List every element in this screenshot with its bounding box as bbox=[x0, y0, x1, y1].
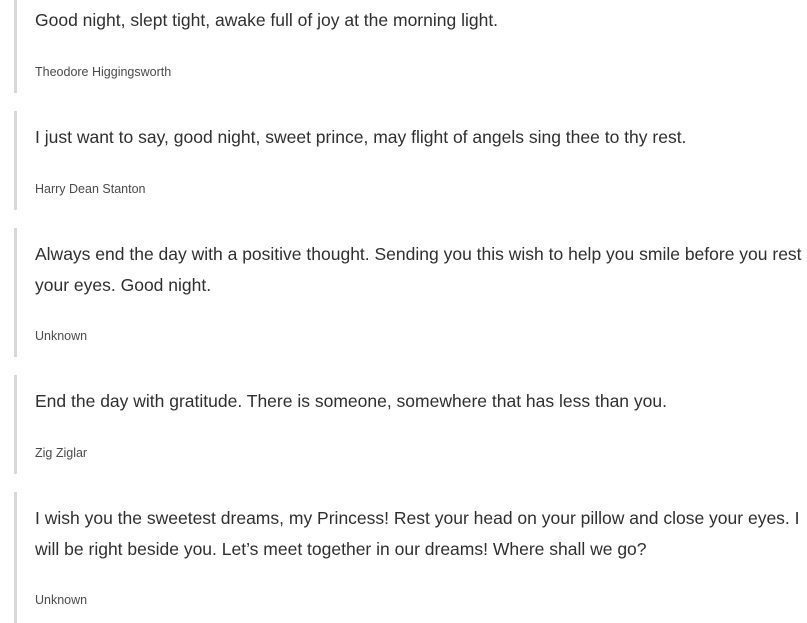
block-spacer bbox=[0, 210, 807, 228]
quote-block bbox=[14, 492, 807, 623]
block-spacer bbox=[0, 93, 807, 111]
quote-block bbox=[14, 375, 807, 474]
quote-author: Zig Ziglar bbox=[35, 446, 88, 460]
quote-text: Always end the day with a positive thought. Sending you this wish to help you smile before you rest your eyes. Good night. bbox=[35, 244, 802, 295]
quote-author: Unknown bbox=[35, 329, 88, 343]
quote-text: Good night, slept tight, awake full of joy at the morning light. bbox=[35, 10, 499, 30]
quote-author: Unknown bbox=[35, 593, 88, 607]
quote-text: I just want to say, good night, sweet prince, may flight of angels sing thee to thy rest. bbox=[35, 127, 687, 147]
block-spacer bbox=[0, 474, 807, 492]
quote-text: I wish you the sweetest dreams, my Princess! Rest your head on your pillow and close your eyes. I will be right beside you. Let’s meet together in our dreams! Where shall we go? bbox=[35, 508, 800, 559]
quote-block bbox=[14, 228, 807, 357]
quote-block bbox=[14, 0, 807, 93]
quote-author: Harry Dean Stanton bbox=[35, 182, 146, 196]
quote-block bbox=[14, 111, 807, 210]
block-spacer bbox=[0, 357, 807, 375]
quote-author: Theodore Higgingsworth bbox=[35, 65, 172, 79]
quote-text: End the day with gratitude. There is someone, somewhere that has less than you. bbox=[35, 391, 667, 411]
